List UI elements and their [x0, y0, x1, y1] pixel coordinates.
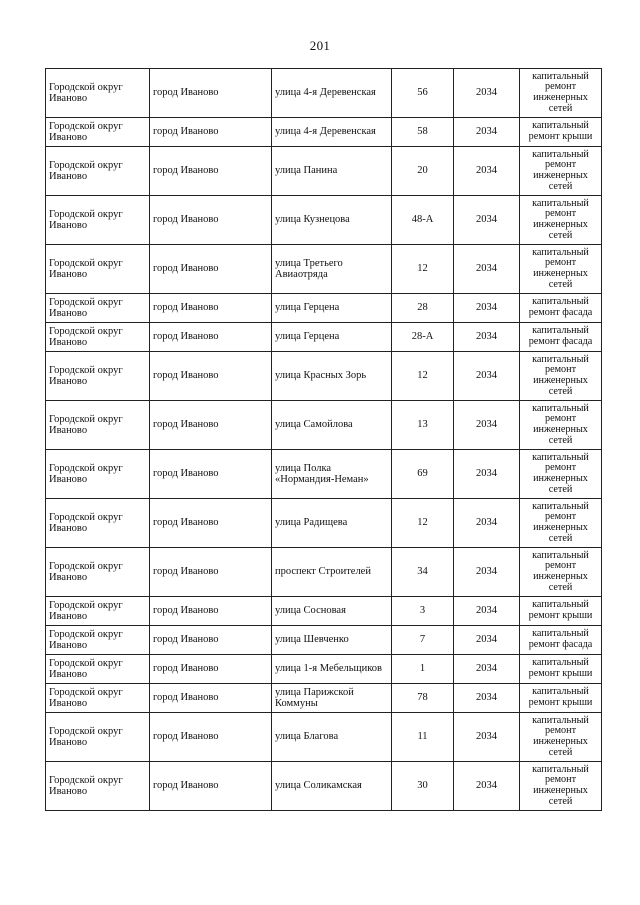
city-cell: город Иваново — [150, 294, 272, 323]
table-row — [46, 147, 602, 196]
street-cell: проспект Строителей — [272, 548, 392, 597]
year-cell: 2034 — [454, 294, 520, 323]
house-cell: 34 — [392, 548, 454, 597]
city-cell: город Иваново — [150, 323, 272, 352]
table-row — [46, 762, 602, 811]
house-cell: 12 — [392, 352, 454, 401]
work-type-cell: капитальный ремонт инженерных сетей — [520, 450, 602, 499]
table-row — [46, 450, 602, 499]
city-cell: город Иваново — [150, 401, 272, 450]
okrug-cell: Городской округ Иваново — [46, 245, 150, 294]
work-type-cell: капитальный ремонт инженерных сетей — [520, 401, 602, 450]
year-cell: 2034 — [454, 245, 520, 294]
table-row — [46, 655, 602, 684]
city-cell: город Иваново — [150, 450, 272, 499]
work-type-cell: капитальный ремонт инженерных сетей — [520, 147, 602, 196]
house-cell: 13 — [392, 401, 454, 450]
year-cell: 2034 — [454, 626, 520, 655]
house-cell: 12 — [392, 245, 454, 294]
year-cell: 2034 — [454, 655, 520, 684]
year-cell: 2034 — [454, 499, 520, 548]
year-cell: 2034 — [454, 762, 520, 811]
year-cell: 2034 — [454, 713, 520, 762]
city-cell: город Иваново — [150, 626, 272, 655]
okrug-cell: Городской округ Иваново — [46, 450, 150, 499]
okrug-cell: Городской округ Иваново — [46, 147, 150, 196]
work-type-cell: капитальный ремонт инженерных сетей — [520, 196, 602, 245]
street-cell: улица 4-я Деревенская — [272, 118, 392, 147]
okrug-cell: Городской округ Иваново — [46, 401, 150, 450]
city-cell: город Иваново — [150, 69, 272, 118]
house-cell: 78 — [392, 684, 454, 713]
house-cell: 28 — [392, 294, 454, 323]
year-cell: 2034 — [454, 684, 520, 713]
city-cell: город Иваново — [150, 548, 272, 597]
house-cell: 11 — [392, 713, 454, 762]
work-type-cell: капитальный ремонт инженерных сетей — [520, 762, 602, 811]
okrug-cell: Городской округ Иваново — [46, 323, 150, 352]
city-cell: город Иваново — [150, 762, 272, 811]
table-row — [46, 245, 602, 294]
table-row — [46, 118, 602, 147]
year-cell: 2034 — [454, 401, 520, 450]
table-row — [46, 323, 602, 352]
city-cell: город Иваново — [150, 147, 272, 196]
okrug-cell: Городской округ Иваново — [46, 196, 150, 245]
street-cell: улица Шевченко — [272, 626, 392, 655]
city-cell: город Иваново — [150, 245, 272, 294]
house-cell: 56 — [392, 69, 454, 118]
okrug-cell: Городской округ Иваново — [46, 713, 150, 762]
work-type-cell: капитальный ремонт крыши — [520, 597, 602, 626]
work-type-cell: капитальный ремонт инженерных сетей — [520, 548, 602, 597]
okrug-cell: Городской округ Иваново — [46, 499, 150, 548]
street-cell: улица Третьего Авиаотряда — [272, 245, 392, 294]
okrug-cell: Городской округ Иваново — [46, 294, 150, 323]
okrug-cell: Городской округ Иваново — [46, 118, 150, 147]
work-type-cell: капитальный ремонт крыши — [520, 684, 602, 713]
table-row — [46, 548, 602, 597]
work-type-cell: капитальный ремонт фасада — [520, 294, 602, 323]
street-cell: улица Сосновая — [272, 597, 392, 626]
house-cell: 12 — [392, 499, 454, 548]
city-cell: город Иваново — [150, 499, 272, 548]
okrug-cell: Городской округ Иваново — [46, 597, 150, 626]
house-cell: 7 — [392, 626, 454, 655]
year-cell: 2034 — [454, 147, 520, 196]
street-cell: улица Соликамская — [272, 762, 392, 811]
street-cell: улица 1-я Мебельщиков — [272, 655, 392, 684]
year-cell: 2034 — [454, 352, 520, 401]
table-row — [46, 713, 602, 762]
street-cell: улица Благова — [272, 713, 392, 762]
year-cell: 2034 — [454, 450, 520, 499]
table-row — [46, 499, 602, 548]
work-type-cell: капитальный ремонт инженерных сетей — [520, 69, 602, 118]
table-row — [46, 597, 602, 626]
street-cell: улица Полка «Нормандия-Неман» — [272, 450, 392, 499]
year-cell: 2034 — [454, 597, 520, 626]
work-type-cell: капитальный ремонт инженерных сетей — [520, 245, 602, 294]
year-cell: 2034 — [454, 118, 520, 147]
okrug-cell: Городской округ Иваново — [46, 762, 150, 811]
year-cell: 2034 — [454, 548, 520, 597]
year-cell: 2034 — [454, 323, 520, 352]
table-row — [46, 294, 602, 323]
city-cell: город Иваново — [150, 118, 272, 147]
street-cell: улица Герцена — [272, 294, 392, 323]
street-cell: улица Панина — [272, 147, 392, 196]
table-row — [46, 196, 602, 245]
street-cell: улица Самойлова — [272, 401, 392, 450]
city-cell: город Иваново — [150, 597, 272, 626]
okrug-cell: Городской округ Иваново — [46, 684, 150, 713]
registry-table — [45, 68, 602, 811]
okrug-cell: Городской округ Иваново — [46, 626, 150, 655]
year-cell: 2034 — [454, 196, 520, 245]
work-type-cell: капитальный ремонт инженерных сетей — [520, 713, 602, 762]
work-type-cell: капитальный ремонт фасада — [520, 323, 602, 352]
house-cell: 28-А — [392, 323, 454, 352]
table-row — [46, 626, 602, 655]
street-cell: улица 4-я Деревенская — [272, 69, 392, 118]
okrug-cell: Городской округ Иваново — [46, 69, 150, 118]
work-type-cell: капитальный ремонт инженерных сетей — [520, 352, 602, 401]
house-cell: 3 — [392, 597, 454, 626]
house-cell: 20 — [392, 147, 454, 196]
work-type-cell: капитальный ремонт инженерных сетей — [520, 499, 602, 548]
city-cell: город Иваново — [150, 684, 272, 713]
table-row — [46, 401, 602, 450]
table-row — [46, 352, 602, 401]
work-type-cell: капитальный ремонт крыши — [520, 655, 602, 684]
house-cell: 58 — [392, 118, 454, 147]
house-cell: 30 — [392, 762, 454, 811]
street-cell: улица Парижской Коммуны — [272, 684, 392, 713]
work-type-cell: капитальный ремонт крыши — [520, 118, 602, 147]
okrug-cell: Городской округ Иваново — [46, 352, 150, 401]
house-cell: 48-А — [392, 196, 454, 245]
page-number: 201 — [309, 38, 331, 53]
street-cell: улица Красных Зорь — [272, 352, 392, 401]
okrug-cell: Городской округ Иваново — [46, 655, 150, 684]
work-type-cell: капитальный ремонт фасада — [520, 626, 602, 655]
city-cell: город Иваново — [150, 655, 272, 684]
house-cell: 1 — [392, 655, 454, 684]
city-cell: город Иваново — [150, 196, 272, 245]
registry-table-body — [46, 69, 602, 811]
okrug-cell: Городской округ Иваново — [46, 548, 150, 597]
year-cell: 2034 — [454, 69, 520, 118]
city-cell: город Иваново — [150, 352, 272, 401]
table-row — [46, 69, 602, 118]
city-cell: город Иваново — [150, 713, 272, 762]
table-row — [46, 684, 602, 713]
street-cell: улица Кузнецова — [272, 196, 392, 245]
street-cell: улица Герцена — [272, 323, 392, 352]
house-cell: 69 — [392, 450, 454, 499]
street-cell: улица Радищева — [272, 499, 392, 548]
